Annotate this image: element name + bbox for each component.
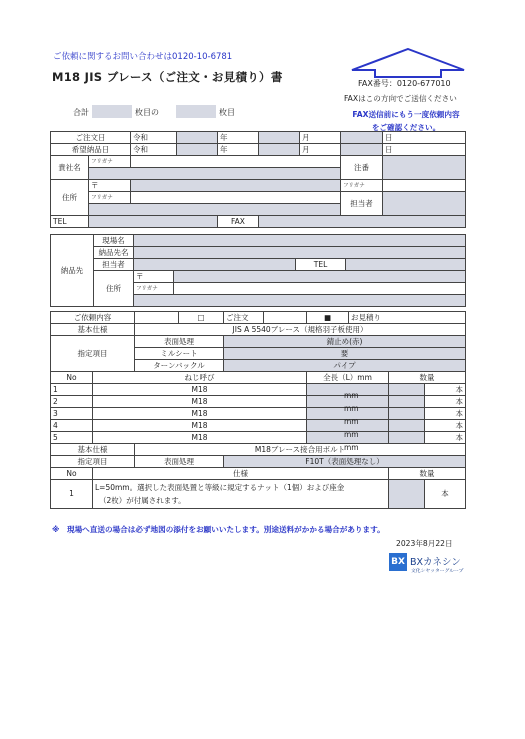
mm-unit-3: mm: [344, 417, 359, 426]
delivery-month-field[interactable]: [259, 144, 300, 156]
bolt-col-qty: 数量: [389, 468, 466, 480]
quote-option-label: お見積り: [349, 312, 466, 324]
delivery-postal-field[interactable]: [174, 271, 466, 283]
quote-checkbox[interactable]: ■: [307, 312, 349, 324]
tel-label: TEL: [51, 216, 89, 228]
year-label: 年: [218, 132, 259, 144]
company-label: 貴社名: [51, 156, 89, 180]
product-header-row: [51, 372, 466, 384]
row-qty-unit: 本: [425, 396, 466, 408]
col-header-size: ねじ呼び: [93, 372, 307, 384]
mm-unit-2: mm: [344, 404, 359, 413]
designated-label: 指定項目: [51, 336, 135, 372]
site-row: [51, 235, 466, 247]
bolt-row: [51, 480, 466, 509]
form-title: M18 JIS ブレース（ご注文・お見積り）書: [52, 70, 283, 84]
designated-item-name: ターンバックル: [135, 360, 224, 372]
fax-direction-text: FAXはこの方向でご送信ください: [344, 94, 457, 103]
delivery-day-field[interactable]: [341, 144, 383, 156]
table-row: [51, 396, 466, 408]
order-option-label: ご注文: [224, 312, 264, 324]
request-row: [51, 312, 466, 324]
bolt-item-name: 表面処理: [135, 456, 224, 468]
order-day-field[interactable]: [341, 132, 383, 144]
bolt-basic-row: [51, 444, 466, 456]
row-size: M18: [93, 384, 307, 396]
mm-unit-5: mm: [344, 443, 359, 452]
basic-spec-value: JIS A 5540ブレース（規格羽子板使用）: [135, 324, 466, 336]
bolt-row-spec: [93, 480, 389, 509]
delivery-furigana-label: [134, 283, 174, 295]
fax-number: FAX番号：0120-677010: [358, 79, 451, 88]
row-no: 4: [51, 420, 93, 432]
address-row-a: [51, 180, 466, 192]
person-field[interactable]: [383, 192, 466, 216]
mm-unit-1: mm: [344, 391, 359, 400]
row-qty-unit: 本: [425, 384, 466, 396]
bolt-qty-field[interactable]: [389, 480, 425, 509]
delivery-person-label: 担当者: [94, 259, 134, 271]
dest-field[interactable]: [134, 247, 466, 259]
tel-field[interactable]: [89, 216, 218, 228]
row-size: M18: [93, 408, 307, 420]
fax-field[interactable]: [259, 216, 466, 228]
order-month-field[interactable]: [259, 132, 300, 144]
tel-fax-row: [51, 216, 466, 228]
delivery-date-row: [51, 144, 466, 156]
address-row-b: [51, 192, 466, 204]
delivery-person-row: [51, 259, 466, 271]
row-no: 5: [51, 432, 93, 444]
bolt-spec-line1: L=50mm。選択した表面処置と等級に規定するナット（1個）および座金: [95, 483, 345, 492]
delivery-date-label: 希望納品日: [51, 144, 131, 156]
designated-item-name: ミルシート: [135, 348, 224, 360]
total-label: 合計: [73, 108, 89, 117]
postal-mark: 〒: [89, 180, 131, 192]
furigana-label: フリガナ: [91, 195, 113, 201]
row-qty-field[interactable]: [389, 432, 425, 444]
issue-date: 2023年8月22日: [396, 539, 453, 548]
col-header-no: No: [51, 372, 93, 384]
person-furigana-field[interactable]: [383, 180, 466, 192]
delivery-section-label: 納品先: [51, 235, 94, 307]
order-info-table: [50, 131, 466, 228]
company-name-field[interactable]: [89, 168, 341, 180]
month-label: 月: [300, 144, 341, 156]
bolt-item-value[interactable]: F10T（表面処理なし）: [224, 456, 466, 468]
furigana-label: フリガナ: [343, 183, 365, 189]
bolt-designated-row: [51, 456, 466, 468]
delivery-furigana-field[interactable]: [174, 283, 466, 295]
furigana-label: フリガナ: [136, 286, 158, 292]
request-blank: [264, 312, 307, 324]
stamp-field[interactable]: [383, 156, 466, 180]
row-size: M18: [93, 420, 307, 432]
designated-item-name: 表面処理: [135, 336, 224, 348]
table-row: [51, 420, 466, 432]
row-qty-unit: 本: [425, 432, 466, 444]
bolt-col-spec: 仕様: [93, 468, 389, 480]
day-label: 日: [383, 144, 466, 156]
bolt-basic-label: 基本仕様: [51, 444, 135, 456]
era-label: 令和: [131, 132, 177, 144]
bolt-basic-value: M18ブレース接合用ボルト: [135, 444, 466, 456]
bolt-spec-line2: （2枚）が付属されます。: [99, 496, 186, 505]
fax-warning-line1: FAX送信前にもう一度依頼内容: [352, 110, 460, 119]
col-header-length: 全長（L）mm: [307, 372, 389, 384]
mm-unit-4: mm: [344, 430, 359, 439]
delivery-note: ※ 現場へ直送の場合は必ず地図の添付をお願いいたします。別途送料がかかる場合があります。: [52, 525, 385, 534]
row-size: M18: [93, 432, 307, 444]
row-size: M18: [93, 396, 307, 408]
fax-label: FAX: [218, 216, 259, 228]
table-row: [51, 432, 466, 444]
bolt-row-no: 1: [51, 480, 93, 509]
request-label: ご依頼内容: [51, 312, 135, 324]
address-furigana-label: [89, 192, 131, 204]
month-label: 月: [300, 132, 341, 144]
table-row: [51, 384, 466, 396]
row-no: 1: [51, 384, 93, 396]
basic-spec-row: [51, 324, 466, 336]
address-label: 住所: [51, 180, 89, 216]
delivery-person-field[interactable]: [134, 259, 296, 271]
company-row-a: [51, 156, 466, 168]
fax-direction-arrow-icon: [349, 48, 467, 78]
row-qty-field[interactable]: [389, 408, 425, 420]
row-qty-field[interactable]: [389, 420, 425, 432]
designated-item-value[interactable]: パイプ: [224, 360, 466, 372]
bolt-qty-unit: 本: [425, 480, 466, 509]
address-furigana-field[interactable]: [131, 192, 341, 204]
person-label: 担当者: [341, 192, 383, 216]
row-no: 3: [51, 408, 93, 420]
fax-warning-line2: をご確認ください。: [371, 123, 441, 132]
delivery-address-field[interactable]: [134, 295, 466, 307]
company-logo-mark: BX: [389, 553, 407, 571]
bolt-col-no: No: [51, 468, 93, 480]
dest-row: [51, 247, 466, 259]
stamp-label: 注番: [341, 156, 383, 180]
dest-label: 納品先名: [94, 247, 134, 259]
designated-item-value[interactable]: 錆止め(赤): [224, 336, 466, 348]
bolt-designated-label: 指定項目: [51, 456, 135, 468]
furigana-label: フリガナ: [91, 159, 113, 165]
spec-table: [50, 311, 466, 509]
day-label: 日: [383, 132, 466, 144]
row-qty-field[interactable]: [389, 396, 425, 408]
company-furigana-field[interactable]: [131, 156, 341, 168]
delivery-tel-field[interactable]: [346, 259, 466, 271]
site-label: 現場名: [94, 235, 134, 247]
row-qty-field[interactable]: [389, 384, 425, 396]
order-date-row: [51, 132, 466, 144]
order-checkbox[interactable]: □: [179, 312, 224, 324]
delivery-address-label: 住所: [94, 271, 134, 307]
current-page-field[interactable]: [176, 105, 216, 118]
sheet-label: 枚目: [219, 108, 235, 117]
company-logo-name: BXカネシン: [410, 557, 461, 568]
bolt-header-row: [51, 468, 466, 480]
basic-spec-label: 基本仕様: [51, 324, 135, 336]
row-qty-unit: 本: [425, 408, 466, 420]
site-field[interactable]: [134, 235, 466, 247]
delivery-table: [50, 234, 466, 307]
col-header-qty: 数量: [389, 372, 466, 384]
person-furigana-label: [341, 180, 383, 192]
address-field[interactable]: [89, 204, 341, 216]
delivery-year-field[interactable]: [177, 144, 218, 156]
company-logo-sub: 文化シヤッターグループ: [411, 569, 464, 574]
designated-row-1: [51, 336, 466, 348]
row-qty-unit: 本: [425, 420, 466, 432]
company-furigana-label: [89, 156, 131, 168]
era-label: 令和: [131, 144, 177, 156]
request-blank: [135, 312, 179, 324]
total-pages-field[interactable]: [92, 105, 132, 118]
inquiry-phone-text: ご依頼に関するお問い合わせは0120-10-6781: [53, 52, 233, 62]
order-year-field[interactable]: [177, 132, 218, 144]
table-row: [51, 408, 466, 420]
delivery-address-row-a: [51, 271, 466, 283]
page-of-label: 枚目の: [135, 108, 159, 117]
order-date-label: ご注文日: [51, 132, 131, 144]
postal-code-field[interactable]: [131, 180, 341, 192]
row-no: 2: [51, 396, 93, 408]
year-label: 年: [218, 144, 259, 156]
delivery-tel-label: TEL: [296, 259, 346, 271]
postal-mark: 〒: [134, 271, 174, 283]
designated-item-value[interactable]: 要: [224, 348, 466, 360]
